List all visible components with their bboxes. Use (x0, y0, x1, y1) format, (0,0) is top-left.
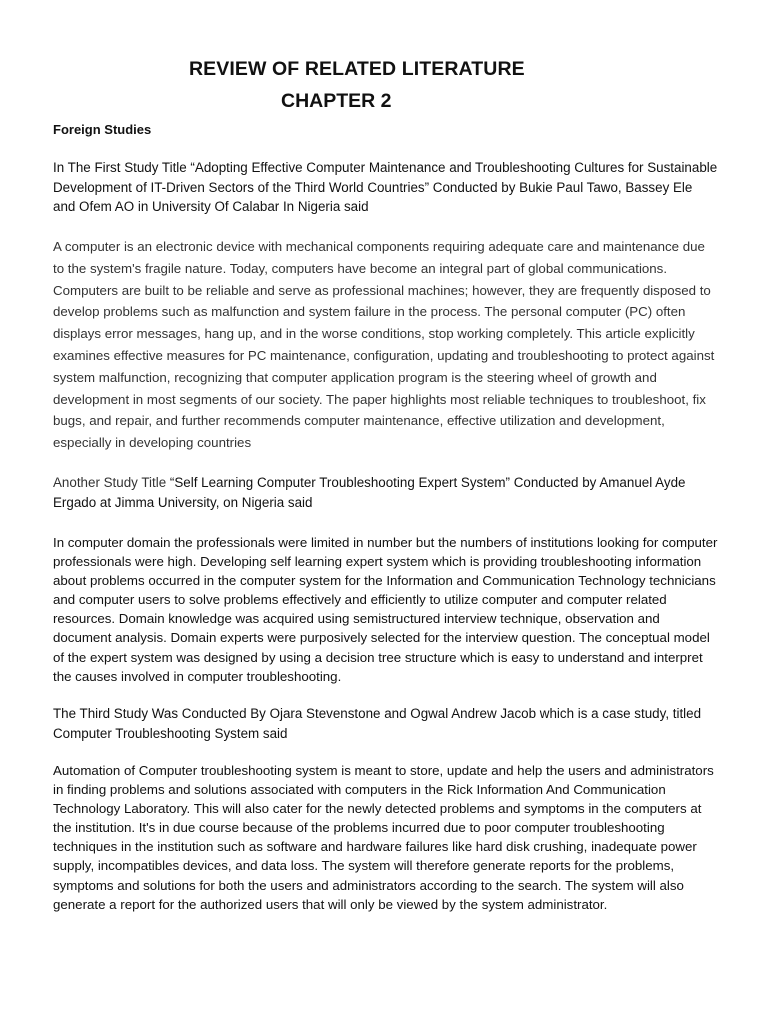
second-study-lead: Another Study Title (53, 475, 167, 490)
first-study-abstract: A computer is an electronic device with mechanical components requiring adequate care and maintenance due to the system's fragile nature. Today, computers have become an integral part of global communications. Computers are built to be reliable and serve as professional machines; however, they are frequently disposed to develop problems such as malfunction and system failure in the process. The personal computer (PC) often displays error messages, hang up, and in the worse conditions, stop working completely. This article explicitly examines effective measures for PC maintenance, configuration, updating and troubleshooting to protect against system malfunction, recognizing that computer application program is the steering wheel of growth and development in most segments of our society. The paper highlights most reliable techniques to troubleshoot, fix bugs, and repair, and further recommends computer maintenance, effective utilization and development, especially in developing countries (53, 239, 715, 451)
second-study-intro (53, 473, 718, 512)
document-title: REVIEW OF RELATED LITERATURE (189, 58, 525, 80)
third-study-intro: The Third Study Was Conducted By Ojara Stevenstone and Ogwal Andrew Jacob which is a case study, titled Computer Troubleshooting System said (53, 706, 702, 741)
section-heading: Foreign Studies (53, 122, 152, 137)
second-study-title: “Self Learning Computer Troubleshooting Expert System” Conducted by Amanuel Ayde Ergado at Jimma University, on Nigeria said (53, 475, 686, 510)
first-study-intro: In The First Study Title “Adopting Effective Computer Maintenance and Troubleshooting Cultures for Sustainable Development of IT-Driven Sectors of the Third World Countries” Conducted by Bukie Paul Tawo, Bassey Ele and Ofem AO in University Of Calabar In Nigeria said (53, 160, 718, 214)
second-study-abstract: In computer domain the professionals were limited in number but the numbers of institutions looking for computer professionals were high. Developing self learning expert system which is providing troubleshooting information about problems occurred in the computer system for the Information and Communication Technology technicians and computer users to solve problems effectively and efficiently to utilize computer and computer related resources. Domain knowledge was acquired using semistructured interview technique, observation and document analysis. Domain experts were purposively selected for the interview question. The conceptual model of the expert system was designed by using a decision tree structure which is easy to understand and interpret the causes involved in computer troubleshooting. (53, 535, 718, 684)
third-study-abstract: Automation of Computer troubleshooting system is meant to store, update and help the users and administrators in finding problems and solutions associated with computers in the Rick Information And Communication Technology Laboratory. This will also cater for the newly detected problems and symptoms in the computers at the institution. It's in due course because of the problems incurred due to poor computer troubleshooting techniques in the institution such as software and hardware failures like hard disk crushing, inadequate power supply, incompatibles devices, and data loss. The system will therefore generate reports for the problems, symptoms and solutions for both the users and administrators according to the search. The system will also generate a report for the authorized users that will only be viewed by the system administrator. (53, 763, 714, 912)
chapter-heading: CHAPTER 2 (281, 90, 392, 112)
